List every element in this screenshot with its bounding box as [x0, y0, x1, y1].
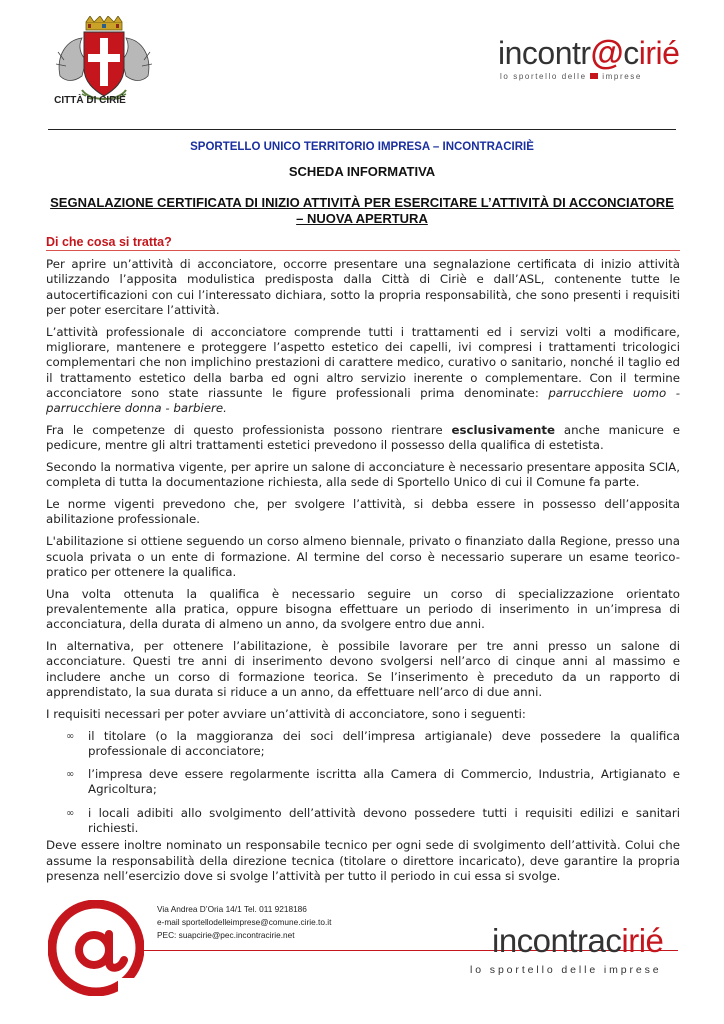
at-sign-logo-icon: [48, 900, 144, 996]
brand-tagline-right: imprese: [602, 72, 642, 81]
brand-tagline-left: lo sportello delle: [500, 72, 587, 81]
infinity-bullet-icon: ∞: [66, 807, 75, 819]
footer-brand-wordmark: [492, 924, 663, 957]
header-divider: [48, 129, 676, 130]
tagline-divider: [590, 73, 598, 79]
paragraph-text: Fra le competenze di questo professionista possono rientrare: [46, 422, 452, 437]
paragraph-bold-text: esclusivamente: [451, 422, 556, 437]
section-heading: Di che cosa si tratta?: [46, 235, 680, 251]
footer-address: Via Andrea D’Oria 14/1 Tel. 011 9218186: [157, 904, 307, 914]
infinity-bullet-icon: ∞: [66, 730, 75, 742]
footer-brand-suffix: irié: [621, 922, 664, 959]
list-item-text: l’impresa deve essere regolarmente iscritta alla Camera di Commercio, Industria, Artigianato e Agricoltura;: [88, 767, 680, 797]
infinity-bullet-icon: ∞: [66, 769, 75, 781]
incontracirie-logo: [498, 30, 682, 88]
paragraph: Secondo la normativa vigente, per aprire un salone di acconciature è necessario presentare apposita SCIA, completa di tutta la documentazione richiesta, alla sede di Sportello Unico di cui il Comune fa parte.: [46, 460, 680, 490]
paragraph: Le norme vigenti prevedono che, per svolgere l’attività, si debba essere in possesso dell’apposita abilitazione professionale.: [46, 497, 680, 527]
paragraph: Per aprire un’attività di acconciatore, occorre presentare una segnalazione certificata di inizio attività utilizzando l’apposita modulistica predisposta dalla Città di Ciriè e dall’ASL, contenente tutte le autocertificazioni con cui l’interessato dichiara, sotto la propria responsabilità, che sono presenti i requisiti per poter esercitare l’attività.: [46, 257, 680, 317]
brand-word-suffix: irié: [638, 35, 680, 71]
paragraph: In alternativa, per ottenere l’abilitazione, è possibile lavorare per tre anni presso un salone di acconciature. Questi tre anni di inserimento devono svolgersi nell’arco di cinque anni al massimo e includere anche un corso di formazione teorica. Se l’inserimento è preceduto da un rapporto di apprendistato, la sua durata si riduce a un anno, da effettuare nell’arco di due anni.: [46, 639, 680, 699]
list-item-text: i locali adibiti allo svolgimento dell’attività devono possedere tutti i requisiti edilizi e sanitari richiesti.: [88, 805, 680, 835]
paragraph-text: L’attività professionale di acconciatore comprende tutti i trattamenti ed i servizi volti a modificare, migliorare, mantenere e proteggere l’aspetto estetico dei capelli, ivi compresi i trattamenti tricologici complementari che non implichino prestazioni di carattere medico, curativo o sanitario, nonché il taglio ed il trattamento estetico della barba ed ogni altro servizio inerente o complementare. Con il termine acconciatore sono state riassunte le figure professionali prima denominate:: [46, 324, 680, 400]
list-item: [46, 767, 680, 798]
office-title: SPORTELLO UNICO TERRITORIO IMPRESA – INCONTRACIRIÈ: [190, 141, 534, 153]
brand-at-sign: @: [590, 34, 624, 72]
footer-pec: PEC: suapcirie@pec.incontracirie.net: [157, 930, 295, 940]
paragraph-text: anche manicure e pedicure, mentre gli altri trattamenti estetici prevedono il possesso della qualifica di estetista.: [46, 422, 680, 453]
footer-brand-mid: c: [605, 922, 622, 959]
document-type-title: SCHEDA INFORMATIVA: [288, 164, 436, 179]
requirements-list: [46, 729, 680, 837]
document-main-title: SEGNALAZIONE CERTIFICATA DI INIZIO ATTIVITÀ PER ESERCITARE L’ATTIVITÀ DI ACCONCIATORE – NUOVA APERTURA: [50, 195, 674, 226]
brand-tagline: [500, 72, 680, 81]
footer-contacts: [157, 903, 331, 942]
footer-brand-prefix: incontra: [492, 922, 606, 959]
paragraph: [46, 423, 680, 454]
brand-wordmark: [498, 36, 679, 70]
paragraph: I requisiti necessari per poter avviare un’attività di acconciatore, sono i seguenti:: [46, 706, 526, 721]
document-body: [46, 257, 680, 891]
list-item-text: il titolare (o la maggioranza dei soci dell’impresa artigianale) deve possedere la qualifica professionale di acconciatore;: [88, 728, 680, 758]
footer-email: e-mail sportellodelleimprese@comune.cirie.to.it: [157, 917, 332, 927]
brand-word-prefix: incontr: [498, 35, 591, 71]
crest-caption: CITTÀ DI CIRIÈ: [54, 95, 126, 106]
paragraph: Una volta ottenuta la qualifica è necessario seguire un corso di specializzazione orientato prevalentemente alla pratica, oppure bisogna effettuare un periodo di inserimento in un’impresa di acconciatura, della durata di almeno un anno, da svolgere entro due anni.: [46, 586, 680, 632]
brand-word-mid: c: [623, 35, 639, 71]
paragraph: Deve essere inoltre nominato un responsabile tecnico per ogni sede di svolgimento dell’attività. Colui che assume la responsabilità della direzione tecnica (titolare o direttore incaricato), deve garantire la propria presenza nell’esercizio dove si svolge l’attività per tutto il periodo in cui essa si svolge.: [46, 838, 680, 883]
paragraph-italic-text: parrucchiere uomo - parrucchiere donna - barbiere.: [46, 385, 680, 416]
paragraph: L'abilitazione si ottiene seguendo un corso almeno biennale, privato o finanziato dalla Regione, presso una scuola privata o un ente di formazione. Al termine del corso è necessario superare un esame teorico-pratico per ottenere la qualifica.: [46, 534, 680, 579]
list-item: [46, 806, 680, 837]
footer-tagline: lo sportello delle imprese: [470, 964, 662, 976]
paragraph: [46, 325, 680, 417]
list-item: [46, 729, 680, 760]
